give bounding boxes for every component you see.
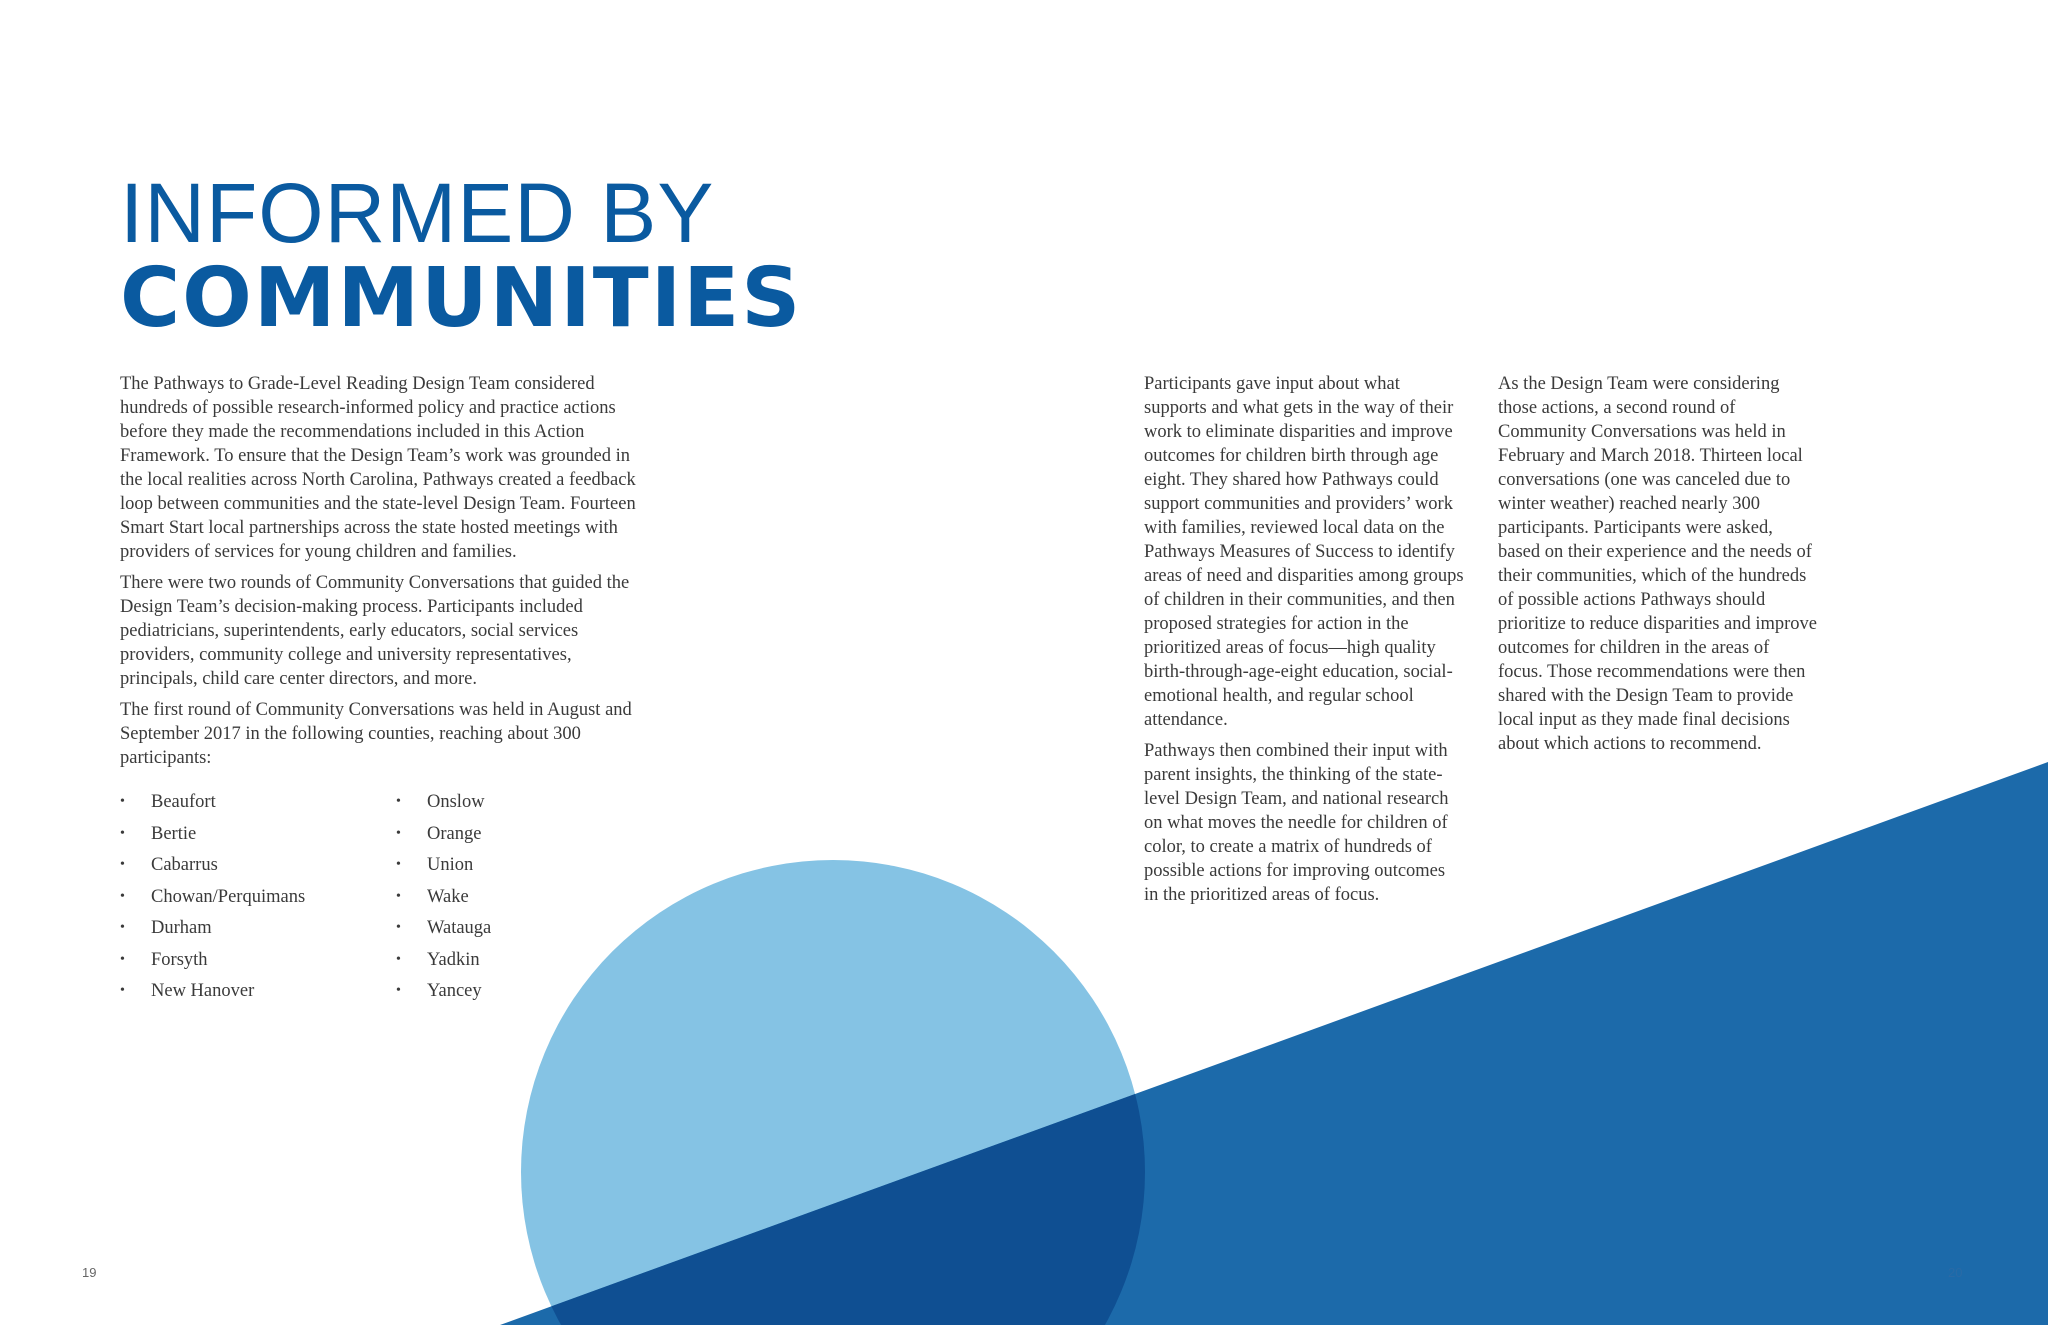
- list-item: [396, 790, 626, 822]
- paragraph: Participants gave input about what supports and what gets in the way of their work to eliminate disparities and improve outcomes for children birth through age eight. They shared how Pathways could support communities and providers’ work with families, reviewed local data on the Pathways Measures of Success to identify areas of need and disparities among groups of children in their communities, and then proposed strategies for action in the prioritized areas of focus—high quality birth-through-age-eight education, social-emotional health, and regular school attendance.: [1144, 374, 1464, 730]
- list-item: [120, 979, 350, 1011]
- list-item: [120, 790, 350, 822]
- paragraph: There were two rounds of Community Conversations that guided the Design Team’s decision-making process. Participants included pediatricians, superintendents, early educators, social services providers, community college and university representatives, principals, child care center directors, and more.: [120, 573, 630, 689]
- county-name: Forsyth: [151, 949, 208, 970]
- bullet-icon: •: [396, 983, 401, 998]
- bullet-icon: •: [396, 920, 401, 935]
- county-name: Wake: [427, 886, 469, 907]
- list-item: [396, 948, 626, 980]
- bullet-icon: •: [120, 951, 125, 967]
- county-name: Onslow: [427, 792, 485, 812]
- county-name: Union: [427, 855, 474, 875]
- middle-text-column: [1144, 372, 1464, 914]
- bullet-icon: •: [396, 794, 401, 809]
- paragraph: Pathways then combined their input with parent insights, the thinking of the state-level Design Team, and national research on what moves the needle for children of color, to create a matrix of hundreds of possible actions for improving outcomes in the prioritized areas of focus.: [1144, 741, 1449, 905]
- county-name: Watauga: [427, 918, 492, 938]
- list-item: [396, 916, 626, 948]
- bullet-icon: •: [120, 983, 125, 998]
- bullet-icon: •: [120, 888, 125, 904]
- paragraph: The Pathways to Grade-Level Reading Design Team considered hundreds of possible research-informed policy and practice actions before they made the recommendations included in this Action Framework. To ensure that the Design Team’s work was grounded in the local realities across North Carolina, Pathways created a feedback loop between communities and the state-level Design Team. Fourteen Smart Start local partnerships across the state hosted meetings with providers of services for young children and families.: [120, 374, 636, 562]
- list-item: [120, 948, 350, 980]
- county-name: Durham: [151, 918, 212, 938]
- list-item: [120, 916, 350, 948]
- county-name: Yancey: [427, 981, 482, 1001]
- title-line-1: INFORMED BY: [120, 166, 715, 260]
- bullet-icon: •: [396, 888, 401, 904]
- county-name: Beaufort: [151, 792, 216, 812]
- bullet-icon: •: [120, 794, 125, 809]
- right-text-column: [1498, 372, 1818, 763]
- county-name: Bertie: [151, 823, 197, 844]
- list-item: [120, 885, 350, 917]
- county-name: New Hanover: [151, 981, 255, 1001]
- list-item: [396, 979, 626, 1011]
- title-line-2: COMMUNITIES: [120, 251, 803, 346]
- left-text-column: [120, 372, 650, 777]
- page-number-left: 19: [82, 1265, 97, 1280]
- bullet-icon: •: [120, 825, 125, 841]
- county-name: Chowan/Perquimans: [151, 886, 306, 907]
- bullet-icon: •: [396, 951, 401, 967]
- paragraph: As the Design Team were considering those actions, a second round of Community Conversations was held in February and March 2018. Thirteen local conversations (one was canceled due to winter weather) reached nearly 300 participants. Participants were asked, based on their experience and the needs of their communities, which of the hundreds of possible actions Pathways should prioritize to reduce disparities and improve outcomes for children in the areas of focus. Those recommendations were then shared with the Design Team to provide local input as they made final decisions about which actions to recommend.: [1498, 374, 1818, 754]
- county-name: Cabarrus: [151, 855, 218, 875]
- bullet-icon: •: [120, 857, 125, 872]
- paragraph: The first round of Community Conversations was held in August and September 2017 in the following counties, reaching about 300 participants:: [120, 700, 632, 768]
- list-item: [120, 853, 350, 885]
- bullet-icon: •: [120, 920, 125, 935]
- bullet-icon: •: [396, 857, 401, 872]
- county-list-column-b: [396, 790, 626, 1011]
- county-name: Yadkin: [427, 949, 480, 970]
- list-item: [120, 822, 350, 854]
- county-name: Orange: [427, 823, 482, 844]
- list-item: [396, 853, 626, 885]
- list-item: [396, 885, 626, 917]
- page-number-right: 20: [1948, 1265, 1963, 1280]
- page-title: [120, 166, 803, 346]
- list-item: [396, 822, 626, 854]
- bullet-icon: •: [396, 825, 401, 841]
- county-list-column-a: [120, 790, 350, 1011]
